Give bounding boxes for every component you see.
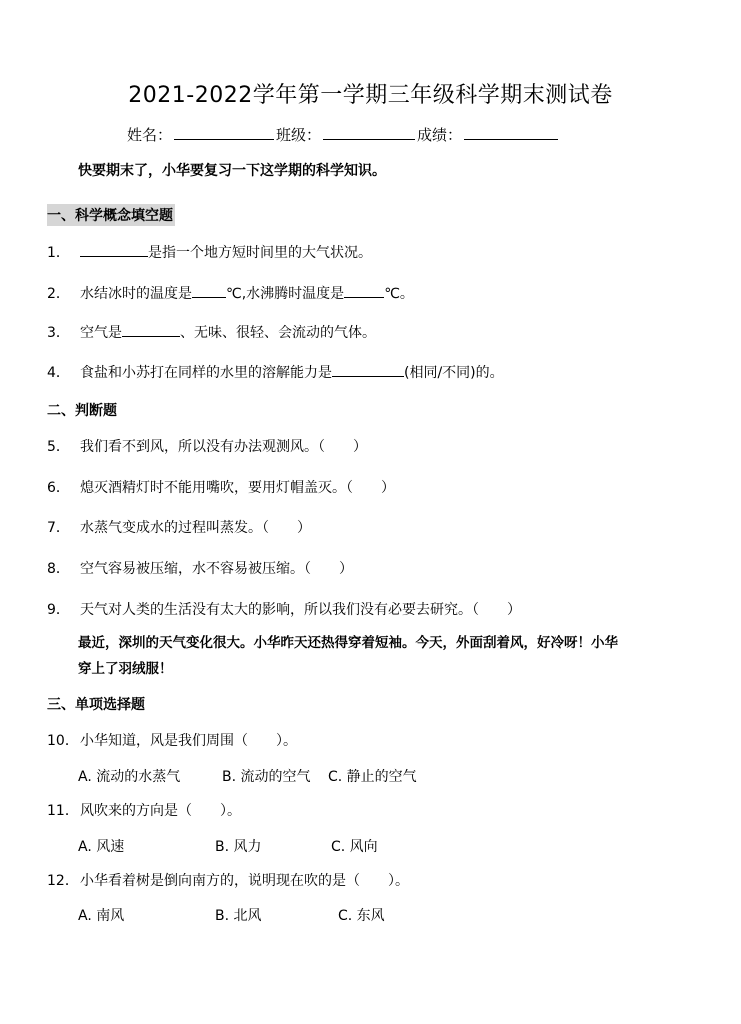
question-number: 4．: [47, 365, 70, 381]
question-5: [47, 436, 367, 456]
score-blank: [464, 124, 558, 140]
question-text: 小华看着树是倒向南方的，说明现在吹的是（ ）。: [80, 873, 409, 889]
question-number: 11．: [47, 803, 79, 819]
intro-text: 快要期末了，小华要复习一下这学期的科学知识。: [78, 163, 386, 179]
question-text: 空气是: [80, 325, 122, 341]
question-number: 1．: [47, 245, 70, 261]
question-number: 5．: [47, 439, 70, 455]
question-number: 7．: [47, 520, 70, 536]
option-a: A. 风速: [78, 839, 125, 855]
question-text: 食盐和小苏打在同样的水里的溶解能力是: [80, 365, 332, 381]
question-number: 2．: [47, 286, 70, 302]
question-number: 6．: [47, 480, 70, 496]
story-line: 穿上了羽绒服！: [78, 661, 173, 677]
option-a: A. 南风: [78, 908, 125, 924]
class-blank: [323, 124, 415, 140]
question-7: [47, 517, 311, 537]
answer-blank: [122, 322, 180, 337]
question-number: 8．: [47, 561, 70, 577]
section-heading-fill-in: 一、科学概念填空题: [47, 204, 175, 226]
question-text: 水结冰时的温度是: [80, 286, 192, 302]
question-1: [47, 242, 372, 262]
question-text: 空气容易被压缩，水不容易被压缩。（ ）: [80, 561, 353, 577]
option-c: C. 东风: [338, 908, 385, 924]
story-line: 最近，深圳的天气变化很大。小华昨天还热得穿着短袖。今天，外面刮着风，好冷呀！小华: [78, 635, 618, 651]
option-a: A. 流动的水蒸气: [78, 769, 181, 785]
question-text: 我们看不到风，所以没有办法观测风。（ ）: [80, 439, 367, 455]
question-10: [47, 730, 297, 750]
question-number: 9．: [47, 602, 70, 618]
question-9: [47, 599, 521, 619]
story-paragraph: [78, 630, 678, 682]
question-text: 是指一个地方短时间里的大气状况。: [148, 245, 372, 261]
question-4: [47, 362, 504, 382]
option-c: C. 风向: [331, 839, 378, 855]
option-b: B. 流动的空气: [222, 769, 311, 785]
exam-title: 2021-2022学年第一学期三年级科学期末测试卷: [128, 83, 613, 108]
question-3: [47, 322, 376, 342]
answer-blank: [192, 283, 226, 298]
class-label: 班级：: [276, 126, 322, 144]
question-text: 天气对人类的生活没有太大的影响，所以我们没有必要去研究。（ ）: [80, 602, 521, 618]
section-heading-multiple-choice: 三、单项选择题: [47, 697, 145, 713]
question-number: 12．: [47, 873, 79, 889]
name-label: 姓名：: [127, 126, 173, 144]
question-6: [47, 477, 395, 497]
answer-blank: [344, 283, 384, 298]
question-text: ℃,水沸腾时温度是: [226, 286, 345, 302]
question-text: ℃。: [384, 286, 414, 302]
option-c: C. 静止的空气: [328, 769, 417, 785]
name-blank: [174, 124, 274, 140]
score-label: 成绩：: [417, 126, 463, 144]
question-text: 水蒸气变成水的过程叫蒸发。（ ）: [80, 520, 311, 536]
question-text: 熄灭酒精灯时不能用嘴吹，要用灯帽盖灭。（ ）: [80, 480, 395, 496]
question-text: 风吹来的方向是（ ）。: [80, 803, 241, 819]
question-text: 、无味、很轻、会流动的气体。: [180, 325, 376, 341]
question-text: 小华知道，风是我们周围（ ）。: [80, 733, 297, 749]
question-11: [47, 800, 241, 820]
answer-blank: [332, 362, 404, 377]
option-b: B. 北风: [215, 908, 262, 924]
question-2: [47, 283, 414, 303]
question-12: [47, 870, 409, 890]
question-text: (相同/不同)的。: [404, 365, 504, 381]
student-info-row: [127, 124, 560, 145]
option-b: B. 风力: [215, 839, 262, 855]
question-number: 3．: [47, 325, 70, 341]
question-number: 10．: [47, 733, 79, 749]
answer-blank: [80, 242, 148, 257]
section-heading-true-false: 二、判断题: [47, 403, 117, 419]
question-8: [47, 558, 353, 578]
